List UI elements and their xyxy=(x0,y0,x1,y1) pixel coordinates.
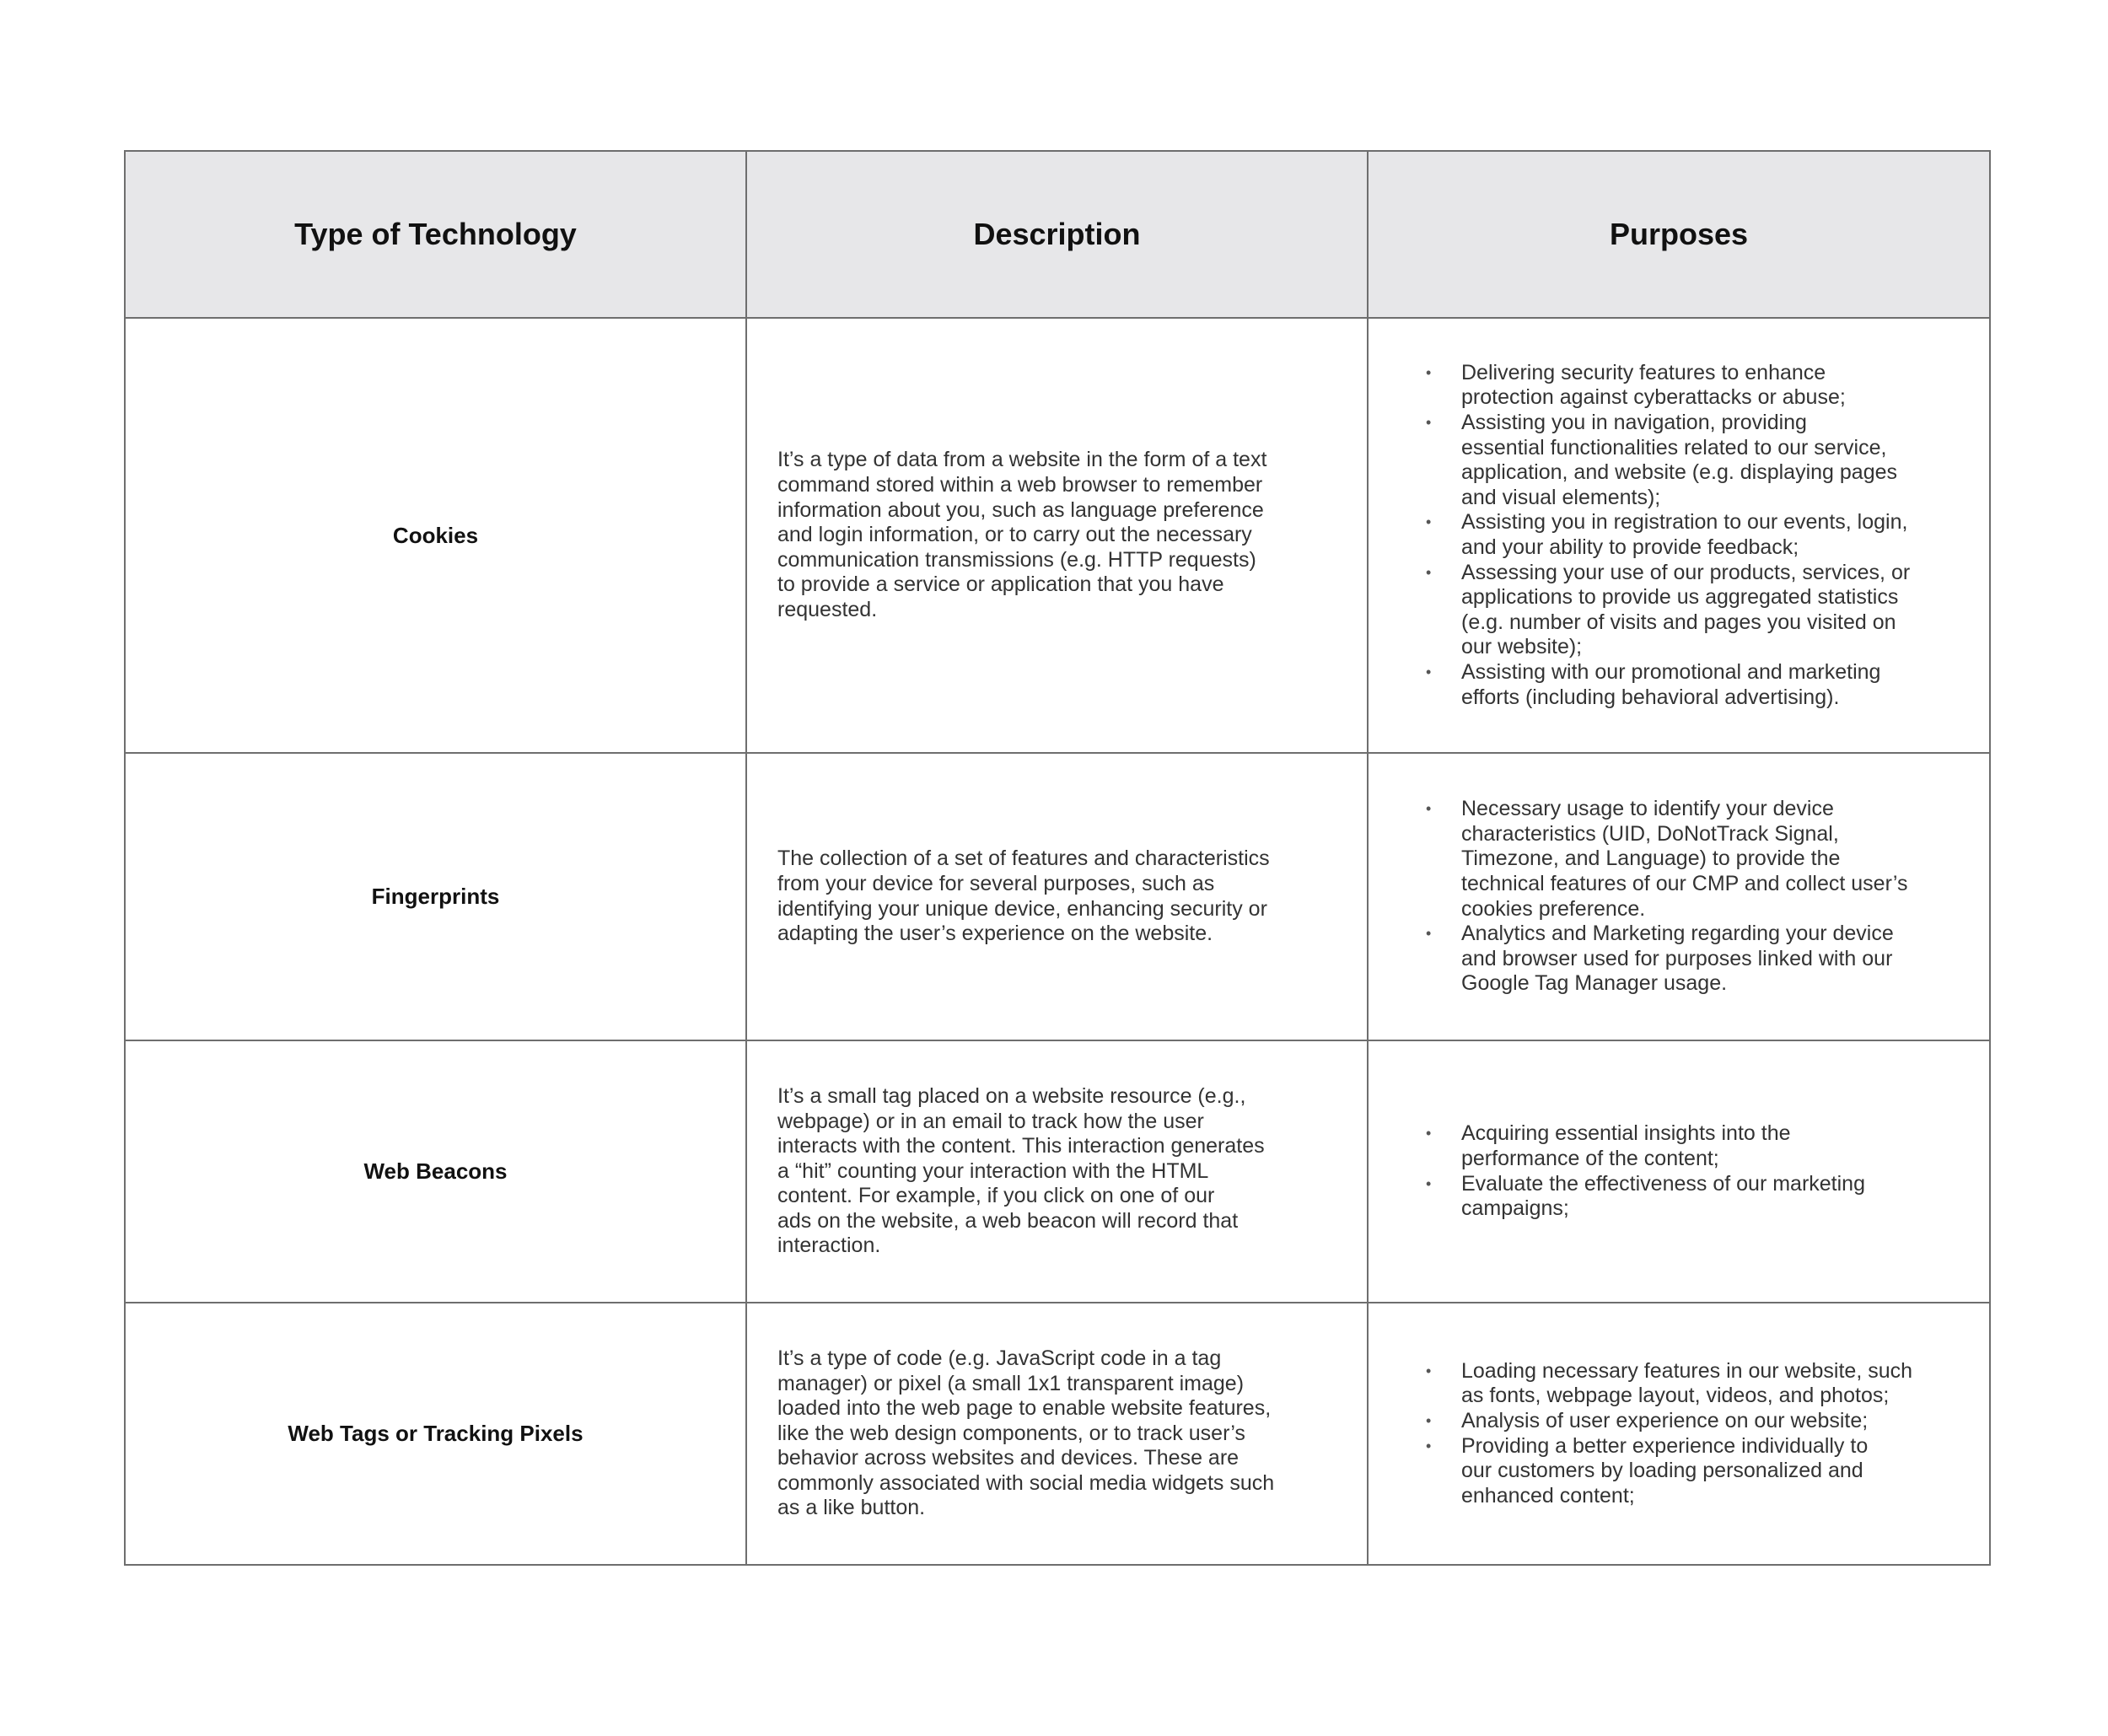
bullet-icon: • xyxy=(1426,1411,1432,1429)
description-cell-web-tags xyxy=(746,1303,1368,1565)
type-cell-web-tags: Web Tags or Tracking Pixels xyxy=(125,1303,746,1565)
purposes-list xyxy=(1426,1121,1962,1221)
bullet-icon: • xyxy=(1426,1174,1432,1192)
table-header-row xyxy=(125,151,1990,318)
purpose-text: Analytics and Marketing regarding your device and browser used for purposes linked with our Google Tag Manager usage. xyxy=(1461,922,1894,996)
purpose-text: Assessing your use of our products, services, or applications to provide us aggregated statistics (e.g. number of visits and pages you visited on our website); xyxy=(1461,560,1911,659)
table-row-web-beacons xyxy=(125,1040,1990,1303)
bullet-icon: • xyxy=(1426,513,1432,531)
type-cell-fingerprints: Fingerprints xyxy=(125,753,746,1040)
purpose-text: Acquiring essential insights into the performance of the content; xyxy=(1461,1121,1791,1170)
purpose-item xyxy=(1426,660,1962,710)
table-row-web-tags xyxy=(125,1303,1990,1565)
table-row-cookies xyxy=(125,318,1990,753)
bullet-icon: • xyxy=(1426,925,1432,943)
technology-table xyxy=(124,150,1991,1566)
purposes-cell-fingerprints xyxy=(1368,753,1990,1040)
bullet-icon: • xyxy=(1426,563,1432,581)
bullet-icon: • xyxy=(1426,800,1432,818)
purpose-text: Evaluate the effectiveness of our marketing campaigns; xyxy=(1461,1171,1865,1221)
header-purposes: Purposes xyxy=(1368,151,1990,318)
purpose-text: Delivering security features to enhance protection against cyberattacks or abuse; xyxy=(1461,360,1846,410)
description-cell-cookies xyxy=(746,318,1368,753)
bullet-icon: • xyxy=(1426,1437,1432,1454)
purpose-item xyxy=(1426,1359,1962,1409)
purpose-item xyxy=(1426,510,1962,560)
bullet-icon: • xyxy=(1426,1362,1432,1379)
purpose-item xyxy=(1426,411,1962,510)
description-cell-web-beacons xyxy=(746,1040,1368,1303)
purposes-cell-web-beacons xyxy=(1368,1040,1990,1303)
purpose-item xyxy=(1426,1172,1962,1222)
purposes-cell-web-tags xyxy=(1368,1303,1990,1565)
table-row-fingerprints xyxy=(125,753,1990,1040)
purpose-item xyxy=(1426,361,1962,411)
header-type-of-technology: Type of Technology xyxy=(125,151,746,318)
description-text: It’s a type of code (e.g. JavaScript code in a tag manager) or pixel (a small 1x1 transparent image) loaded into the web page to enable website features, like the web design components, or to track user’s behavior across websites and devices. These are commonly associated with social media widgets such as a like button. xyxy=(777,1346,1275,1520)
purpose-text: Analysis of user experience on our website; xyxy=(1461,1408,1869,1432)
description-text: It’s a small tag placed on a website resource (e.g., webpage) or in an email to track how the user interacts with the content. This interaction generates a “hit” counting your interaction with the HTML content. For example, if you click on one of our ads on the website, a web beacon will record that interaction. xyxy=(777,1083,1265,1258)
purpose-item xyxy=(1426,1434,1962,1509)
type-cell-cookies: Cookies xyxy=(125,318,746,753)
description-cell-fingerprints xyxy=(746,753,1368,1040)
bullet-icon: • xyxy=(1426,414,1432,432)
purpose-item xyxy=(1426,1121,1962,1171)
header-description: Description xyxy=(746,151,1368,318)
purpose-item xyxy=(1426,922,1962,997)
purposes-cell-cookies xyxy=(1368,318,1990,753)
description-text: The collection of a set of features and characteristics from your device for several purposes, such as identifying your unique device, enhancing security or adapting the user’s experience on the website. xyxy=(777,847,1270,946)
purposes-list xyxy=(1426,361,1962,710)
type-cell-web-beacons: Web Beacons xyxy=(125,1040,746,1303)
purpose-item xyxy=(1426,797,1962,922)
purpose-text: Assisting you in navigation, providing essential functionalities related to our service, application, and website (e.g. displaying pages and visual elements); xyxy=(1461,411,1898,509)
purpose-item xyxy=(1426,561,1962,660)
description-text: It’s a type of data from a website in the form of a text command stored within a web browser to remember information about you, such as language preference and login information, or to carry out the necessary communication transmissions (e.g. HTTP requests) to provide a service or application that you have requested. xyxy=(777,448,1267,621)
bullet-icon: • xyxy=(1426,663,1432,680)
bullet-icon: • xyxy=(1426,1125,1432,1142)
purpose-text: Assisting with our promotional and marketing efforts (including behavioral advertising). xyxy=(1461,659,1881,709)
bullet-icon: • xyxy=(1426,363,1432,381)
purpose-text: Providing a better experience individually to our customers by loading personalized and enhanced content; xyxy=(1461,1433,1869,1508)
purpose-text: Assisting you in registration to our events, login, and your ability to provide feedback; xyxy=(1461,510,1908,559)
purpose-text: Necessary usage to identify your device characteristics (UID, DoNotTrack Signal, Timezone, and Language) to provide the technical features of our CMP and collect user’s cookies preference. xyxy=(1461,797,1908,921)
purpose-item xyxy=(1426,1409,1962,1434)
purposes-list xyxy=(1426,797,1962,997)
purposes-list xyxy=(1426,1359,1962,1509)
purpose-text: Loading necessary features in our website, such as fonts, webpage layout, videos, and photos; xyxy=(1461,1358,1913,1408)
